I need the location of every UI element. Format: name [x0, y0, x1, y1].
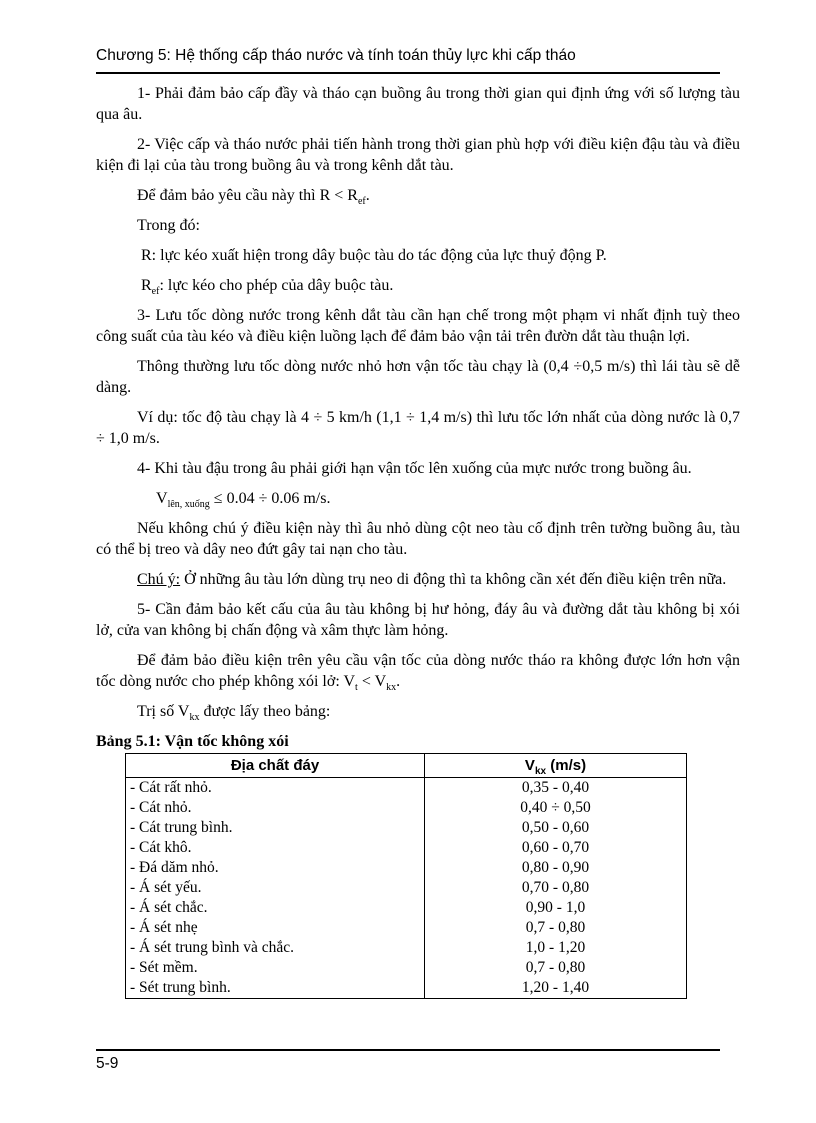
paragraph-example: Ví dụ: tốc độ tàu chạy là 4 ÷ 5 km/h (1,1 ÷ 1,4 m/s) thì lưu tốc lớn nhất của dòng nước là 0,7 ÷ 1,0 m/s.: [96, 409, 740, 447]
paragraph-4: 4- Khi tàu đậu trong âu phải giới hạn vận tốc lên xuống của mực nước trong buồng âu.: [137, 460, 692, 477]
note-text: Ở những âu tàu lớn dùng trụ neo di động thì ta không cần xét đến điều kiện trên nữa.: [180, 571, 727, 588]
soil-cell: - Á sét trung bình và chắc.: [126, 938, 425, 958]
velocity-cell: 0,80 - 0,90: [425, 858, 687, 878]
table-row: [126, 918, 687, 938]
col-header-soil: Địa chất đáy: [126, 754, 425, 778]
paragraph-where: Trong đó:: [137, 217, 200, 234]
paragraph-note: [96, 569, 740, 590]
note-label: Chú ý:: [137, 571, 181, 588]
table-row: [126, 838, 687, 858]
soil-cell: - Cát trung bình.: [126, 818, 425, 838]
velocity-cell: 0,70 - 0,80: [425, 878, 687, 898]
paragraph-def-r: R: lực kéo xuất hiện trong dây buộc tàu do tác động của lực thuỷ động P.: [141, 247, 607, 264]
ref-symbol: R: [141, 277, 152, 294]
velocity-cell: 0,90 - 1,0: [425, 898, 687, 918]
velocity-cell: 1,0 - 1,20: [425, 938, 687, 958]
velocity-cell: 0,7 - 0,80: [425, 958, 687, 978]
ref-text: : lực kéo cho phép của dây buộc tàu.: [159, 277, 394, 294]
soil-cell: - Cát rất nhỏ.: [126, 778, 425, 799]
table-intro-text: Trị số V: [137, 703, 190, 720]
table-row: [126, 978, 687, 999]
velocity-cell: 1,20 - 1,40: [425, 978, 687, 999]
col-header-v: V: [524, 757, 535, 774]
paragraph-5: 5- Cần đảm bảo kết cấu của âu tàu không bị hư hỏng, đáy âu và đường dắt tàu không bị xói lở, cửa van không bị chấn động và xâm thực làm hỏng.: [96, 601, 740, 639]
table-row: [126, 858, 687, 878]
table-row: [126, 778, 687, 799]
ref-sub: ef: [151, 286, 160, 298]
paragraph-1: 1- Phải đảm bảo cấp đầy và tháo cạn buồng âu trong thời gian qui định ứng với số lượng tàu qua âu.: [96, 85, 740, 123]
paragraph-warning: Nếu không chú ý điều kiện này thì âu nhỏ dùng cột neo tàu cố định trên tường buồng âu, tàu có thể bị treo và dây neo đứt gây tai nạn cho tàu.: [96, 520, 740, 558]
paragraph-def-ref: [96, 275, 740, 296]
condition-sub: ef: [357, 196, 366, 208]
soil-cell: - Cát nhỏ.: [126, 798, 425, 818]
formula-sub: lên, xuống: [167, 499, 210, 511]
formula-v: V: [156, 490, 168, 507]
paragraph-2: 2- Việc cấp và tháo nước phải tiến hành trong thời gian phù hợp với điều kiện đậu tàu và điều kiện đi lại của tàu trong buồng âu và trong kênh dắt tàu.: [96, 136, 740, 174]
condition-end: .: [365, 187, 370, 204]
table-intro-end: được lấy theo bảng:: [199, 703, 331, 720]
condition-text: Để đảm bảo yêu cầu này thì R < R: [137, 187, 358, 204]
paragraph-formula: [96, 488, 740, 509]
col-header-sub: kx: [534, 766, 547, 777]
table-intro-sub: kx: [189, 712, 200, 724]
soil-cell: - Sét mềm.: [126, 958, 425, 978]
velocity-cell: 0,7 - 0,80: [425, 918, 687, 938]
paragraph-velocity: [96, 650, 740, 692]
velocity-end: .: [396, 673, 401, 690]
header-rule: [96, 72, 720, 74]
soil-cell: - Á sét yếu.: [126, 878, 425, 898]
velocity-mid: < V: [357, 673, 387, 690]
paragraph-table-intro: [96, 701, 740, 722]
velocity-table: [125, 753, 687, 999]
velocity-cell: 0,50 - 0,60: [425, 818, 687, 838]
page-content: [96, 83, 740, 999]
table-row: [126, 958, 687, 978]
velocity-cell: 0,35 - 0,40: [425, 778, 687, 799]
soil-cell: - Á sét chắc.: [126, 898, 425, 918]
table-row: [126, 798, 687, 818]
paragraph-normal-speed: Thông thường lưu tốc dòng nước nhỏ hơn vận tốc tàu chạy là (0,4 ÷0,5 m/s) thì lái tàu sẽ dễ dàng.: [96, 358, 740, 396]
paragraph-condition: [96, 185, 740, 206]
velocity-text: Để đảm bảo điều kiện trên yêu cầu vận tốc của dòng nước tháo ra không được lớn hơn vận tốc dòng nước cho phép không xói lở: V: [96, 652, 740, 690]
col-header-unit: (m/s): [546, 757, 587, 774]
table-row: [126, 938, 687, 958]
formula-text: ≤ 0.04 ÷ 0.06 m/s.: [209, 490, 331, 507]
paragraph-3: 3- Lưu tốc dòng nước trong kênh dắt tàu cần hạn chế trong một phạm vi nhất định tuỳ theo công suất của tàu kéo và điều kiện luồng lạch để đảm bảo vận tải trên đườn dắt tàu thuận lợi.: [96, 307, 740, 345]
soil-cell: - Đá dăm nhỏ.: [126, 858, 425, 878]
soil-cell: - Sét trung bình.: [126, 978, 425, 999]
table-row: [126, 818, 687, 838]
table-row: [126, 898, 687, 918]
soil-cell: - Cát khô.: [126, 838, 425, 858]
table-row: [126, 878, 687, 898]
velocity-cell: 0,60 - 0,70: [425, 838, 687, 858]
col-header-vkx: [425, 754, 687, 778]
soil-cell: - Á sét nhẹ: [126, 918, 425, 938]
footer-rule: [96, 1049, 720, 1051]
table-header-row: [126, 754, 687, 778]
velocity-cell: 0,40 ÷ 0,50: [425, 798, 687, 818]
velocity-sub-kx: kx: [386, 682, 397, 694]
page-number: 5-9: [96, 1055, 119, 1072]
velocity-sub-t: t: [355, 682, 358, 694]
page-header: Chương 5: Hệ thống cấp tháo nước và tính toán thủy lực khi cấp tháo: [96, 47, 576, 64]
table-title: Bảng 5.1: Vận tốc không xói: [96, 733, 289, 750]
